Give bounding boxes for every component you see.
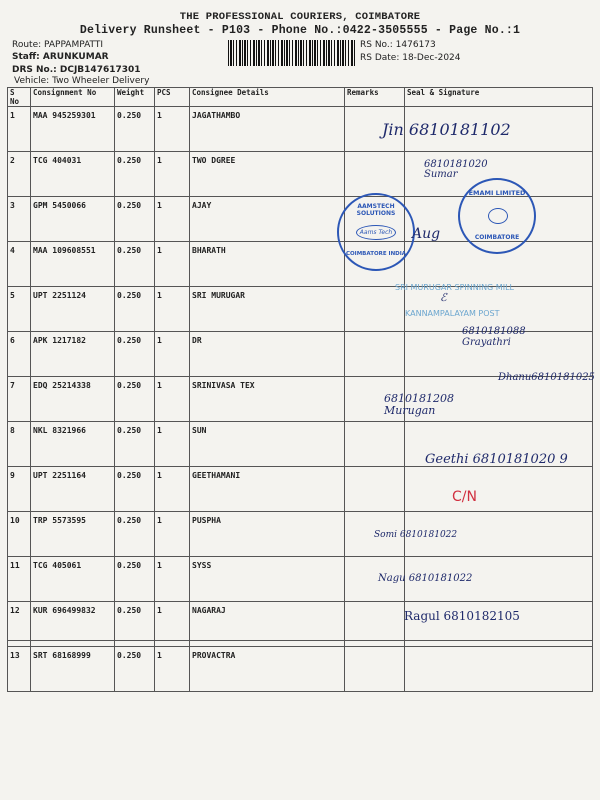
- table-row: [8, 377, 593, 422]
- row-pcs: 1: [155, 602, 190, 647]
- row-sno: 3: [8, 197, 31, 242]
- signature-2: 6810181020 Sumar: [424, 159, 488, 180]
- row-sno: 1: [8, 107, 31, 152]
- row-weight: 0.250: [115, 107, 155, 152]
- row-consignment: TRP 5573595: [31, 512, 115, 557]
- route-label: Route: PAPPAMPATTI: [12, 40, 104, 50]
- row-consignee: BHARATH: [190, 242, 345, 287]
- row-consignment: KUR 696499832: [31, 602, 115, 647]
- row-consignment: MAA 109608551: [31, 242, 115, 287]
- row-consignment: TCG 404031: [31, 152, 115, 197]
- col-consignment: Consignment No: [31, 88, 115, 107]
- row-sno: 8: [8, 422, 31, 467]
- table-row: [8, 467, 593, 512]
- row-pcs: 1: [155, 422, 190, 467]
- row-consignee: DR: [190, 332, 345, 377]
- emami-logo-icon: [488, 208, 508, 224]
- row-sno: 6: [8, 332, 31, 377]
- signature-8: 6810181208 Murugan: [384, 392, 454, 417]
- drs-number: DRS No.: DCJB147617301: [12, 65, 141, 75]
- row-consignment: TCG 405061: [31, 557, 115, 602]
- row-remarks: [345, 467, 405, 512]
- row-consignee: GEETHAMANI: [190, 467, 345, 512]
- row-consignee: NAGARAJ: [190, 602, 345, 647]
- faint-stamp-line1: SRI MURUGAR SPINNING MILL: [395, 283, 514, 292]
- row-consignee: SYSS: [190, 557, 345, 602]
- row-weight: 0.250: [115, 197, 155, 242]
- row-consignment: APK 1217182: [31, 332, 115, 377]
- row-consignment: MAA 945259301: [31, 107, 115, 152]
- signature-4: Aug: [412, 226, 441, 242]
- row-weight: 0.250: [115, 557, 155, 602]
- row-pcs: 1: [155, 332, 190, 377]
- row-sno: 7: [8, 377, 31, 422]
- row-consignment: NKL 8321966: [31, 422, 115, 467]
- row-consignee: TWO DGREE: [190, 152, 345, 197]
- row-signature: [405, 467, 593, 512]
- row-consignee: SUN: [190, 422, 345, 467]
- row-remarks: [345, 422, 405, 467]
- row-weight: 0.250: [115, 647, 155, 692]
- table-header-row: [8, 88, 593, 107]
- vehicle-label: Vehicle: Two Wheeler Delivery: [14, 76, 150, 86]
- row-pcs: 1: [155, 242, 190, 287]
- table-row: [8, 287, 593, 332]
- signature-9: Geethi 6810181020 9: [425, 452, 568, 467]
- signature-7: Dhanu6810181025: [498, 372, 595, 383]
- row-pcs: 1: [155, 152, 190, 197]
- faint-stamp-signature: ℰ: [440, 291, 447, 304]
- row-sno: 10: [8, 512, 31, 557]
- runsheet-title: Delivery Runsheet - P103 - Phone No.:0422-3505555 - Page No.:1: [79, 24, 521, 37]
- cin-mark: C/N: [452, 489, 477, 505]
- row-weight: 0.250: [115, 467, 155, 512]
- row-weight: 0.250: [115, 512, 155, 557]
- row-sno: 9: [8, 467, 31, 512]
- row-sno: 11: [8, 557, 31, 602]
- emami-stamp: EMAMI LIMITED COIMBATORE: [458, 178, 536, 254]
- signature-11: Somi 6810181022: [374, 530, 458, 540]
- row-signature: [405, 647, 593, 692]
- rs-date: RS Date: 18-Dec-2024: [360, 53, 461, 63]
- aamstech-stamp: AAMSTECH SOLUTIONS Aams Tech COIMBATORE INDIA: [337, 193, 415, 271]
- row-consignment: SRT 68168999: [31, 647, 115, 692]
- signature-6: 6810181088 Grayathri: [462, 326, 526, 348]
- col-weight: Weight: [115, 88, 155, 107]
- row-weight: 0.250: [115, 287, 155, 332]
- table-row: [8, 647, 593, 692]
- signature-1: Jin 6810181102: [382, 120, 511, 139]
- company-title: THE PROFESSIONAL COURIERS, COIMBATORE: [179, 11, 421, 23]
- row-pcs: 1: [155, 647, 190, 692]
- row-consignment: UPT 2251164: [31, 467, 115, 512]
- table-bottom-border: [7, 640, 593, 641]
- row-consignee: PROVACTRA: [190, 647, 345, 692]
- barcode: [228, 40, 356, 66]
- faint-stamp-line2: KANNAMPALAYAM POST: [405, 309, 500, 318]
- row-sno: 4: [8, 242, 31, 287]
- row-consignee: AJAY: [190, 197, 345, 242]
- col-remarks: Remarks: [345, 88, 405, 107]
- row-pcs: 1: [155, 287, 190, 332]
- col-consignee: Consignee Details: [190, 88, 345, 107]
- signature-12: Nagu 6810181022: [378, 573, 473, 584]
- row-weight: 0.250: [115, 332, 155, 377]
- row-consignee: JAGATHAMBO: [190, 107, 345, 152]
- row-pcs: 1: [155, 467, 190, 512]
- staff-label: Staff: ARUNKUMAR: [12, 52, 109, 62]
- row-consignment: UPT 2251124: [31, 287, 115, 332]
- row-weight: 0.250: [115, 377, 155, 422]
- col-pcs: PCS: [155, 88, 190, 107]
- row-remarks: [345, 287, 405, 332]
- row-sno: 12: [8, 602, 31, 647]
- row-consignment: EDQ 25214338: [31, 377, 115, 422]
- row-pcs: 1: [155, 197, 190, 242]
- row-pcs: 1: [155, 377, 190, 422]
- row-consignee: SRINIVASA TEX: [190, 377, 345, 422]
- row-sno: 2: [8, 152, 31, 197]
- row-remarks: [345, 152, 405, 197]
- rs-number: RS No.: 1476173: [360, 40, 436, 50]
- row-sno: 5: [8, 287, 31, 332]
- row-weight: 0.250: [115, 422, 155, 467]
- row-consignment: GPM 5450066: [31, 197, 115, 242]
- row-pcs: 1: [155, 557, 190, 602]
- row-pcs: 1: [155, 107, 190, 152]
- row-pcs: 1: [155, 512, 190, 557]
- row-sno: 13: [8, 647, 31, 692]
- row-consignee: PUSPHA: [190, 512, 345, 557]
- col-seal-signature: Seal & Signature: [405, 88, 593, 107]
- row-remarks: [345, 647, 405, 692]
- row-remarks: [345, 332, 405, 377]
- table-row: [8, 557, 593, 602]
- signature-13: Ragul 6810182105: [404, 609, 520, 623]
- row-weight: 0.250: [115, 602, 155, 647]
- row-consignee: SRI MURUGAR: [190, 287, 345, 332]
- table-row: [8, 512, 593, 557]
- row-weight: 0.250: [115, 242, 155, 287]
- col-sno: S No: [8, 88, 31, 107]
- row-weight: 0.250: [115, 152, 155, 197]
